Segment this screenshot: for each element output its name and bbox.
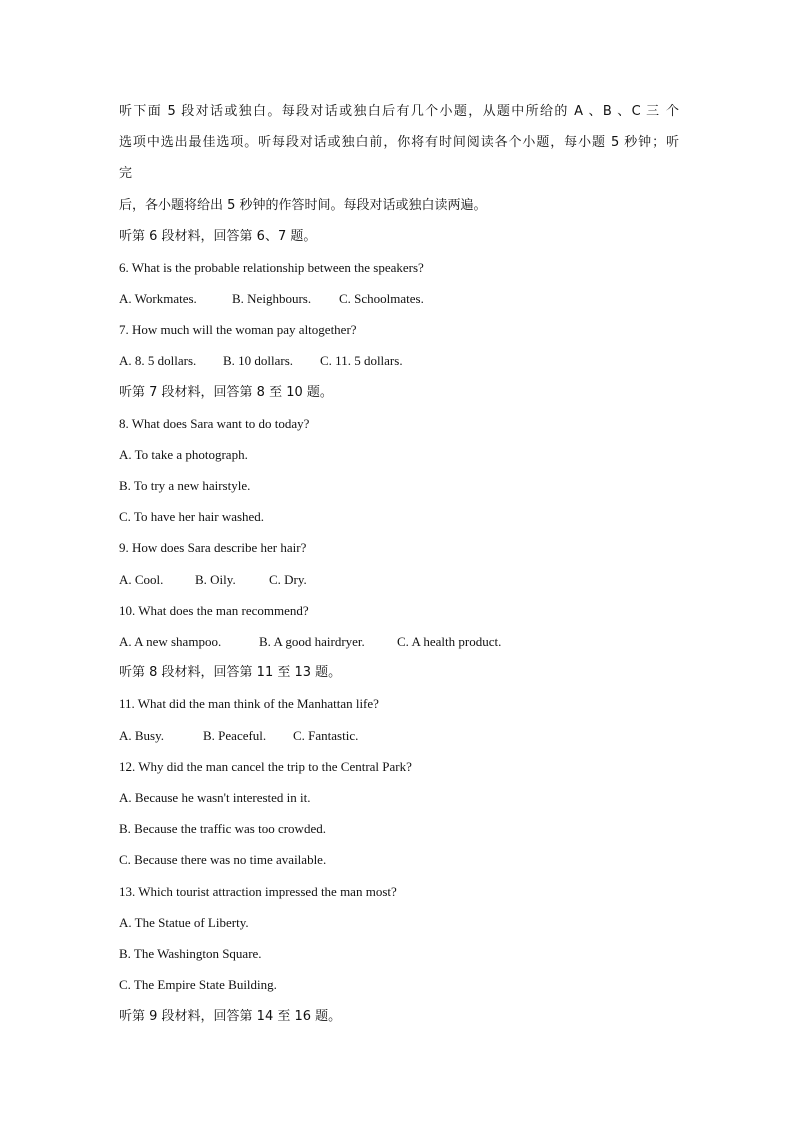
section-9-heading: 听第 9 段材料，回答第 14 至 16 题。 <box>119 1009 342 1024</box>
instructions-line-3: 完 <box>119 166 133 181</box>
question-10-text: 10. What does the man recommend? <box>119 603 309 618</box>
question-6-option-a: A. Workmates. <box>119 291 197 306</box>
question-9-option-c: C. Dry. <box>269 572 307 587</box>
question-7-text: 7. How much will the woman pay altogether? <box>119 322 357 337</box>
instructions-line-4: 后，各小题将给出 5 秒钟的作答时间。每段对话或独白读两遍。 <box>119 198 487 213</box>
question-6-text: 6. What is the probable relationship between the speakers? <box>119 260 424 275</box>
question-11-text: 11. What did the man think of the Manhattan life? <box>119 696 379 711</box>
section-7-heading: 听第 7 段材料，回答第 8 至 10 题。 <box>119 385 333 400</box>
question-13-text: 13. Which tourist attraction impressed the man most? <box>119 884 397 899</box>
question-11-option-b: B. Peaceful. <box>203 728 267 743</box>
question-8-text: 8. What does Sara want to do today? <box>119 416 310 431</box>
question-7-option-b: B. 10 dollars. <box>223 353 294 368</box>
question-7-option-c: C. 11. 5 dollars. <box>320 353 403 368</box>
question-11-options <box>119 728 679 744</box>
question-6-option-c: C. Schoolmates. <box>339 291 424 306</box>
question-9-text: 9. How does Sara describe her hair? <box>119 540 307 555</box>
question-13-option-b: B. The Washington Square. <box>119 946 262 961</box>
instructions-line-2: 选项中选出最佳选项。听每段对话或独白前，你将有时间阅读各个小题，每小题 5 秒钟；听 <box>119 135 679 150</box>
question-12-text: 12. Why did the man cancel the trip to the Central Park? <box>119 759 412 774</box>
question-8-option-a: A. To take a photograph. <box>119 447 248 462</box>
question-6-options <box>119 291 679 307</box>
question-12-option-b: B. Because the traffic was too crowded. <box>119 821 326 836</box>
question-11-option-a: A. Busy. <box>119 728 165 743</box>
question-10-option-a: A. A new shampoo. <box>119 634 222 649</box>
question-9-options <box>119 572 679 588</box>
question-12-option-c: C. Because there was no time available. <box>119 852 327 867</box>
question-12-option-a: A. Because he wasn't interested in it. <box>119 790 311 805</box>
question-7-option-a: A. 8. 5 dollars. <box>119 353 197 368</box>
question-6-option-b: B. Neighbours. <box>232 291 312 306</box>
question-9-option-b: B. Oily. <box>195 572 236 587</box>
question-13-option-c: C. The Empire State Building. <box>119 977 277 992</box>
question-10-option-b: B. A good hairdryer. <box>259 634 365 649</box>
question-10-options <box>119 634 679 650</box>
question-11-option-c: C. Fantastic. <box>293 728 359 743</box>
question-13-option-a: A. The Statue of Liberty. <box>119 915 249 930</box>
question-10-option-c: C. A health product. <box>397 634 502 649</box>
instructions-line-1: 听下面 5 段对话或独白。每段对话或独白后有几个小题，从题中所给的 A 、B 、C 三 个 <box>119 104 679 119</box>
question-8-option-c: C. To have her hair washed. <box>119 509 265 524</box>
section-8-heading: 听第 8 段材料，回答第 11 至 13 题。 <box>119 665 342 680</box>
question-8-option-b: B. To try a new hairstyle. <box>119 478 251 493</box>
section-6-heading: 听第 6 段材料，回答第 6、7 题。 <box>119 229 317 244</box>
question-7-options <box>119 353 679 369</box>
question-9-option-a: A. Cool. <box>119 572 164 587</box>
